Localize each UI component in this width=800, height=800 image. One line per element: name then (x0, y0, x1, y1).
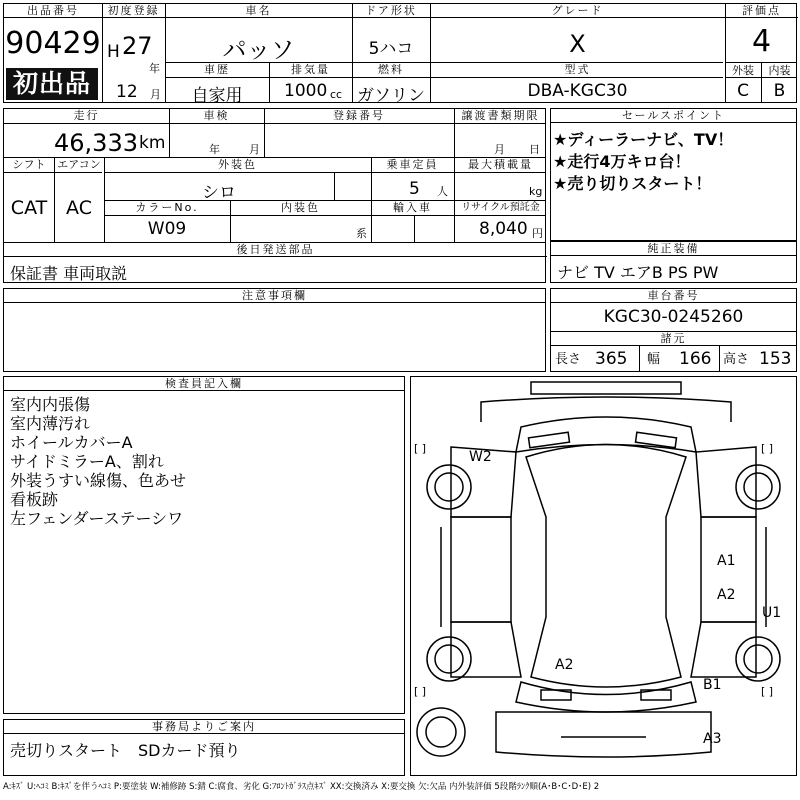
model-label: 型式 (564, 63, 591, 76)
color-no: W09 (147, 219, 187, 239)
chassis-label: 車台番号 (551, 289, 796, 303)
history: 自家用 (191, 86, 243, 106)
sales-points-box (550, 108, 797, 241)
ac: AC (66, 197, 92, 219)
door: 5ハコ (368, 39, 414, 59)
transfer-day: 日 (529, 143, 540, 156)
first-listing-badge: 初出品 (6, 68, 98, 100)
height: 153 (759, 349, 792, 369)
month-unit: 月 (150, 88, 161, 101)
era: H (107, 42, 120, 62)
lot-no-label: 出品番号 (4, 4, 102, 18)
reg-label: 初度登録 (102, 4, 165, 18)
color-label: 外装色 (218, 158, 257, 171)
grade: X (569, 30, 586, 58)
equipment-box (550, 241, 797, 283)
capacity: 5 (409, 179, 420, 199)
lot-no: 90429 (5, 26, 101, 61)
svg-text:[ ]: [ ] (414, 442, 427, 455)
recycle-label: リサイクル預託金 (461, 202, 540, 213)
door-label: ドア形状 (352, 4, 430, 18)
damage-mark: A1 (717, 553, 736, 569)
width: 166 (679, 349, 712, 369)
svg-text:[ ]: [ ] (414, 685, 427, 698)
recycle-unit: 円 (532, 227, 543, 240)
car-diagram (411, 377, 796, 775)
length-label: 長さ (555, 352, 582, 367)
capacity-label: 乗車定員 (386, 158, 439, 171)
car-name: パッソ (222, 36, 295, 64)
transfer-label: 譲渡書類期限 (461, 109, 540, 122)
history-label: 車歴 (204, 63, 230, 76)
inspector-box (3, 376, 405, 714)
inspector-line: 室内内張傷 (10, 395, 91, 414)
svg-text:[ ]: [ ] (761, 685, 774, 698)
legend: A:ｷｽﾞ U:ﾍｺﾐ B:ｷｽﾞを伴うﾍｺﾐ P:要塗装 W:補修跡 S:錆 C:腐食、劣化 G:ﾌﾛﾝﾄｶﾞﾗｽ点ｷｽﾞ XX:交換済み X:要交換 欠:欠品 内外装評価 5段階ﾗﾝｸ順(A･B･C･D･E) 2 (3, 782, 600, 792)
office-box (3, 719, 405, 776)
model: DBA-KGC30 (527, 81, 628, 101)
later-parts-label: 後日発送部品 (4, 243, 547, 257)
damage-mark: U1 (762, 605, 782, 621)
chassis-no: KGC30-0245260 (603, 307, 744, 327)
int-grade: B (773, 81, 786, 101)
vehicle-info-box (3, 108, 546, 283)
car-diagram-box (410, 376, 797, 776)
shift-label: シフト (12, 158, 46, 171)
equipment: ナビ TV エアB PS PW (557, 263, 719, 282)
regno-label: 登録番号 (333, 109, 385, 122)
intcolor-unit: 系 (356, 227, 367, 240)
fuel: ガソリン (357, 86, 425, 106)
office-label: 事務局よりご案内 (4, 720, 404, 734)
later-parts: 保証書 車両取説 (10, 264, 128, 283)
damage-mark: A2 (555, 657, 574, 673)
int-label: 内装 (768, 64, 791, 77)
fuel-label: 燃料 (378, 63, 404, 76)
ac-label: エアコン (57, 158, 101, 171)
width-label: 幅 (647, 352, 661, 367)
reg-year: 27 (122, 32, 153, 60)
sales-point: ★売り切りスタート！ (553, 174, 712, 193)
inspector-line: 左フェンダーステーシワ (10, 509, 184, 528)
import-label: 輸入車 (393, 201, 432, 214)
displacement: 1000 (284, 81, 328, 101)
caution-box (3, 288, 546, 372)
disp-unit: cc (330, 88, 343, 101)
inspector-line: 外装うすい線傷、色あせ (10, 471, 187, 490)
ext-grade: C (737, 81, 749, 101)
svg-text:[ ]: [ ] (761, 442, 774, 455)
reg-month: 12 (116, 82, 138, 102)
mileage-unit: km (139, 133, 166, 153)
transfer-month: 月 (494, 143, 505, 156)
grade-label: グレード (430, 4, 725, 18)
load-label: 最大積載量 (468, 158, 533, 171)
inspector-label: 検査員記入欄 (4, 377, 404, 391)
sales-point: ★走行4万キロ台！ (553, 152, 691, 171)
chassis-box (550, 288, 797, 372)
ext-label: 外装 (732, 64, 754, 77)
height-label: 高さ (723, 352, 750, 367)
sales-label: セールスポイント (551, 109, 796, 123)
inspect-month: 月 (249, 143, 260, 156)
score: 4 (751, 24, 772, 59)
colorno-label: カラーNo. (135, 201, 199, 214)
inspector-line: 看板跡 (10, 490, 59, 509)
header-box (3, 3, 797, 106)
recycle: 8,040 (479, 219, 528, 239)
damage-mark: B1 (703, 677, 722, 693)
caution-label: 注意事項欄 (4, 289, 545, 303)
load-unit: kg (529, 185, 543, 198)
car-label: 車名 (165, 4, 352, 18)
intcolor-label: 内装色 (281, 201, 320, 214)
damage-mark: W2 (469, 449, 492, 465)
inspector-line: ホイールカバーA (10, 433, 133, 452)
inspect-year: 年 (209, 143, 220, 156)
disp-label: 排気量 (291, 63, 330, 76)
length: 365 (595, 349, 628, 369)
score-label: 評価点 (725, 4, 798, 18)
spec-label: 諸元 (551, 331, 796, 346)
capacity-unit: 人 (437, 185, 448, 198)
shift: CAT (10, 197, 48, 219)
inspector-line: 室内薄汚れ (10, 414, 91, 433)
mileage: 46,333 (54, 129, 138, 157)
mileage-label: 走行 (73, 109, 100, 122)
damage-mark: A3 (703, 731, 722, 747)
damage-mark: A2 (717, 587, 736, 603)
inspect-label: 車検 (203, 109, 230, 122)
office-text: 売切りスタート SDカード預り (10, 741, 241, 760)
year-unit: 年 (149, 62, 160, 75)
color: シロ (202, 183, 236, 203)
sales-point: ★ディーラーナビ、TV！ (553, 130, 734, 149)
equip-label: 純正装備 (551, 242, 796, 256)
inspector-line: サイドミラーA、割れ (10, 452, 164, 471)
